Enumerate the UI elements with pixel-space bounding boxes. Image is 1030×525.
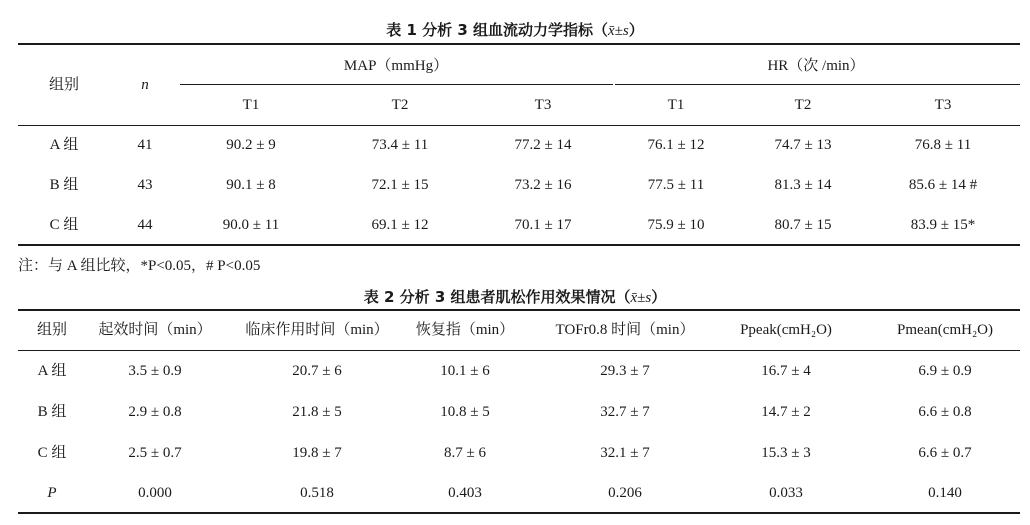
table2-cell: 0.403 (448, 485, 482, 501)
table2-cell: 19.8 ± 7 (292, 445, 342, 461)
table2-cell: 32.7 ± 7 (600, 404, 650, 420)
table2-cell: 6.6 ± 0.8 (918, 404, 972, 420)
table1-hr-rule (615, 84, 1020, 85)
table1-cell: 69.1 ± 12 (371, 217, 429, 233)
table1-cell: 72.1 ± 15 (371, 177, 429, 193)
table2-row-group: P (47, 485, 57, 501)
table1-cell: 75.9 ± 10 (647, 217, 705, 233)
table1-subheader: T3 (934, 97, 952, 113)
table2-top-rule (18, 309, 1020, 311)
table1-row-n: 41 (137, 137, 153, 153)
table2-cell: 2.5 ± 0.7 (128, 445, 182, 461)
table1-subheader: T1 (242, 97, 260, 113)
table1-cell: 73.2 ± 16 (514, 177, 572, 193)
table1-subheader: T3 (534, 97, 552, 113)
table2-header: 临床作用时间（min） (245, 322, 389, 338)
table2-header: 组别 (36, 322, 68, 338)
table2-cell: 20.7 ± 6 (292, 363, 342, 379)
table1-bottom-rule (18, 244, 1020, 246)
table1-cell: 77.2 ± 14 (514, 137, 572, 153)
table2-header: 恢复指（min） (415, 322, 515, 338)
table2-bottom-rule (18, 512, 1020, 514)
table2-cell: 15.3 ± 3 (761, 445, 811, 461)
table2-header: Pmean(cmH₂O) (896, 322, 994, 338)
table2-cell: 0.033 (769, 485, 803, 501)
table2-header-rule (18, 350, 1020, 351)
table2-header: TOFr0.8 时间（min） (555, 322, 695, 338)
table1-cell: 80.7 ± 15 (774, 217, 832, 233)
table1-cell: 74.7 ± 13 (774, 137, 832, 153)
table1-cell: 70.1 ± 17 (514, 217, 572, 233)
table1-header-group: 组别 (48, 77, 80, 93)
table2-cell: 8.7 ± 6 (444, 445, 486, 461)
table2-cell: 16.7 ± 4 (761, 363, 811, 379)
table1-header-n: n (141, 77, 149, 93)
table1-cell: 73.4 ± 11 (371, 137, 429, 153)
table1-subheader: T1 (667, 97, 685, 113)
table1-cell: 76.8 ± 11 (914, 137, 972, 153)
table2-cell: 6.6 ± 0.7 (918, 445, 972, 461)
table1-cell: 90.1 ± 8 (226, 177, 276, 193)
table2-title: 表 2 分析 3 组患者肌松作用效果情况（x̄±s） (363, 288, 667, 306)
table1-cell: 85.6 ± 14 # (908, 177, 978, 193)
table1-subheader: T2 (391, 97, 409, 113)
table1-cell: 90.0 ± 11 (222, 217, 280, 233)
table1-row-n: 43 (137, 177, 153, 193)
table1-cell: 90.2 ± 9 (226, 137, 276, 153)
table2-cell: 3.5 ± 0.9 (128, 363, 182, 379)
table1-row-group: A 组 (49, 137, 79, 153)
table2-cell: 32.1 ± 7 (600, 445, 650, 461)
table2-header: Ppeak(cmH₂O) (740, 322, 832, 338)
table2-row-group: B 组 (37, 404, 67, 420)
table2-header: 起效时间（min） (98, 322, 212, 338)
table2-cell: 10.1 ± 6 (440, 363, 490, 379)
table2-cell: 0.000 (138, 485, 172, 501)
table1-row-group: B 组 (49, 177, 79, 193)
table1-top-rule (18, 43, 1020, 45)
table1-header-rule (18, 125, 1020, 126)
table1-cell: 77.5 ± 11 (647, 177, 705, 193)
table1-title: 表 1 分析 3 组血流动力学指标（x̄±s） (386, 21, 644, 39)
table2-cell: 14.7 ± 2 (761, 404, 811, 420)
table2-row-group: C 组 (37, 445, 67, 461)
table1-row-n: 44 (137, 217, 153, 233)
table1-cell: 76.1 ± 12 (647, 137, 705, 153)
table1-note: 注：与 A 组比较，*P<0.05，# P<0.05 (18, 258, 261, 274)
table1-header-hr: HR（次 /min） (767, 58, 865, 74)
table1-header-map: MAP（mmHg） (343, 58, 449, 74)
table1-map-rule (180, 84, 613, 85)
table1-cell: 83.9 ± 15* (910, 217, 976, 233)
table1-subheader: T2 (794, 97, 812, 113)
table1-cell: 81.3 ± 14 (774, 177, 832, 193)
table2-cell: 6.9 ± 0.9 (918, 363, 972, 379)
table2-row-group: A 组 (37, 363, 67, 379)
table2-cell: 2.9 ± 0.8 (128, 404, 182, 420)
table2-cell: 29.3 ± 7 (600, 363, 650, 379)
table2-cell: 0.206 (608, 485, 642, 501)
table2-cell: 21.8 ± 5 (292, 404, 342, 420)
table2-cell: 0.140 (928, 485, 962, 501)
table1-row-group: C 组 (49, 217, 79, 233)
table2-cell: 0.518 (300, 485, 334, 501)
table2-cell: 10.8 ± 5 (440, 404, 490, 420)
